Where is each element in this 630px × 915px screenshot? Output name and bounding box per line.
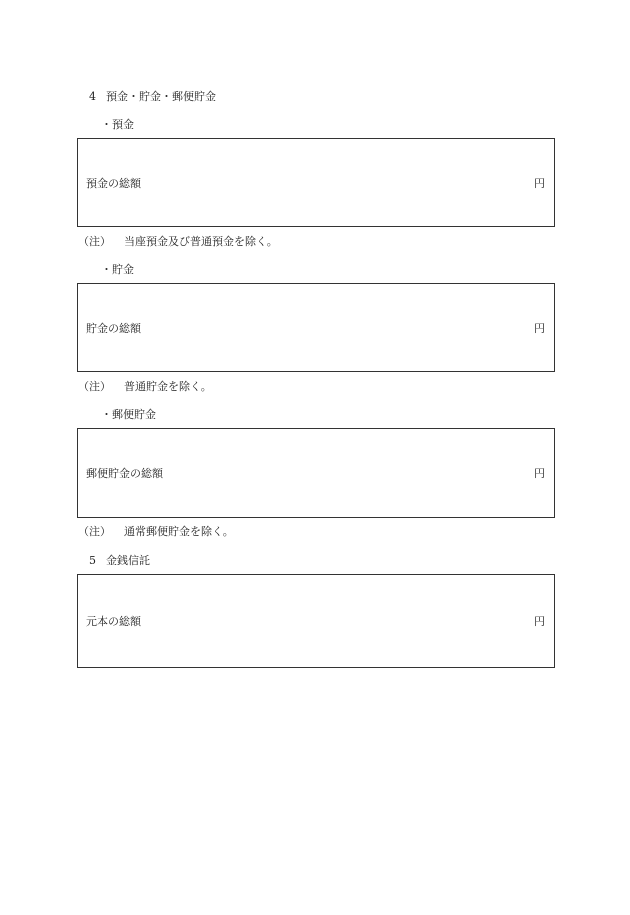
- section-4-number: 4: [89, 90, 96, 103]
- deposit-heading: ・預金: [101, 118, 134, 131]
- principal-total-unit: 円: [534, 615, 545, 628]
- principal-total-label: 元本の総額: [86, 615, 141, 628]
- postal-savings-note: 通常郵便貯金を除く。: [124, 525, 234, 538]
- deposit-total-label: 預金の総額: [86, 176, 141, 190]
- deposit-total-box[interactable]: [77, 138, 555, 227]
- postal-savings-note-mark: （注）: [78, 525, 111, 538]
- section-4-title: 預金・貯金・郵便貯金: [106, 90, 216, 103]
- postal-savings-heading: ・郵便貯金: [101, 408, 156, 421]
- savings-note: 普通貯金を除く。: [124, 380, 212, 393]
- savings-note-mark: （注）: [78, 380, 111, 393]
- deposit-total-unit: 円: [534, 176, 545, 190]
- savings-total-box[interactable]: [77, 283, 555, 372]
- section-5-title: 金銭信託: [106, 554, 150, 567]
- postal-savings-total-box[interactable]: [77, 428, 555, 518]
- section-5-number: 5: [89, 554, 96, 567]
- savings-heading: ・貯金: [101, 263, 134, 276]
- principal-total-box[interactable]: [77, 574, 555, 668]
- savings-total-label: 貯金の総額: [86, 321, 141, 335]
- postal-savings-total-unit: 円: [534, 467, 545, 480]
- deposit-note: 当座預金及び普通預金を除く。: [124, 235, 278, 248]
- deposit-note-mark: （注）: [78, 235, 111, 248]
- postal-savings-total-label: 郵便貯金の総額: [86, 467, 163, 480]
- savings-total-unit: 円: [534, 321, 545, 335]
